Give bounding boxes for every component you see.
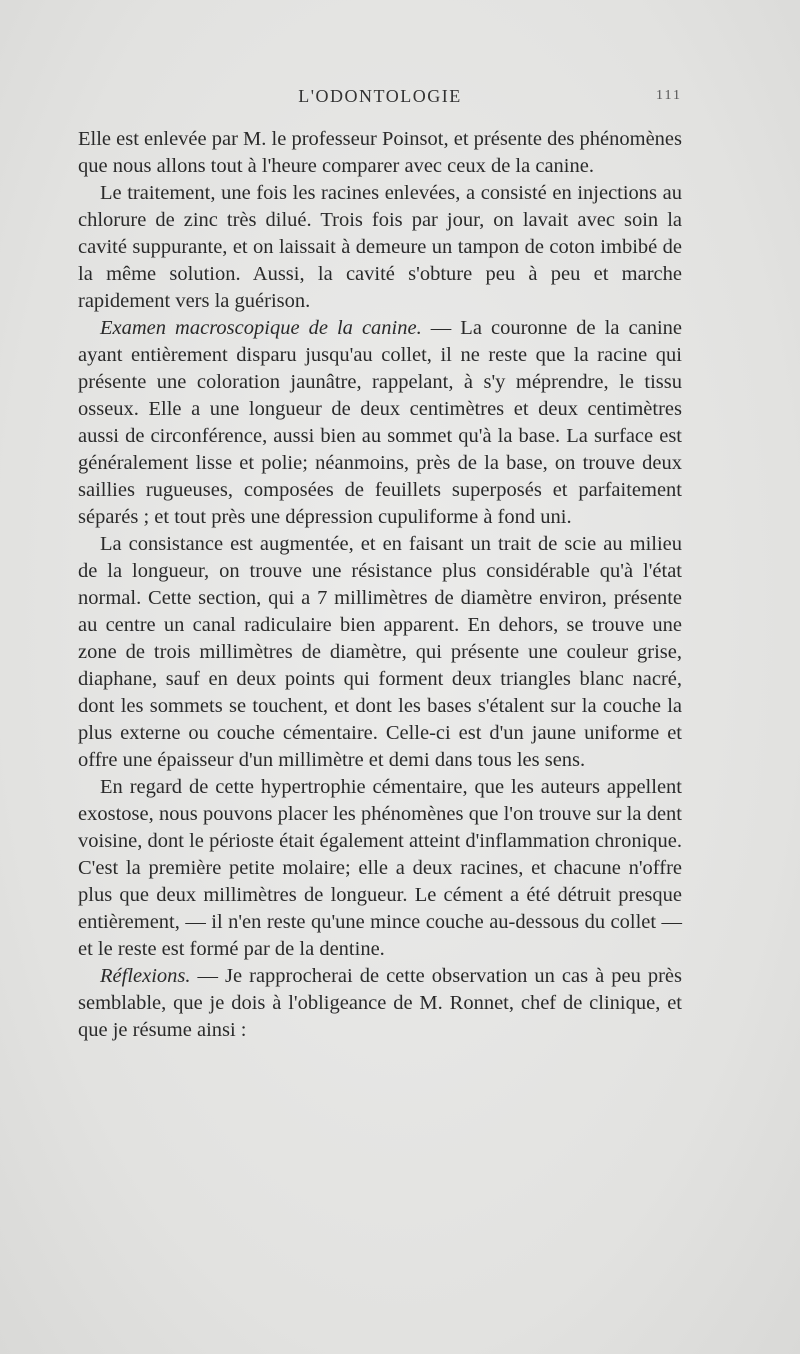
paragraph-5-text: En regard de cette hypertrophie cémentaire, que les auteurs appellent exostose, nous pouvons placer les phénomènes que l'on trouve sur la dent voisine, dont le périoste était également atteint d'inflammation chronique. C'est la première petite molaire; elle a deux racines, et chacune n'offre plus que deux millimètres de longueur. Le cément a été détruit presque entièrement, — il n'en reste qu'une mince couche au-dessous du collet — et le reste est formé par de la dentine. — [78, 776, 682, 960]
paragraph-4-text: La consistance est augmentée, et en faisant un trait de scie au milieu de la longueur, on trouve une résistance plus considérable qu'à l'état normal. Cette section, qui a 7 millimètres de diamètre environ, présente au centre un canal radiculaire bien apparent. En dehors, se trouve une zone de trois millimètres de diamètre, qui présente une couleur grise, diaphane, sauf en deux points qui forment deux triangles blanc nacré, dont les sommets se touchent, et dont les bases s'étalent sur la couche la plus externe ou couche cémentaire. Celle-ci est d'un jaune uniforme et offre une épaisseur d'un millimètre et demi dans tous les sens. — [78, 533, 682, 771]
section-heading-examen: Examen macroscopique de la canine. — [100, 317, 422, 339]
page-header — [78, 86, 682, 116]
paragraph-1-text: Elle est enlevée par M. le professeur Poinsot, et présente des phénomènes que nous allons tout à l'heure comparer avec ceux de la canine. — [78, 128, 682, 177]
paragraph-2 — [78, 180, 682, 315]
body-text — [78, 126, 682, 1044]
paragraph-2-text: Le traitement, une fois les racines enlevées, a consisté en injections au chlorure de zinc très dilué. Trois fois par jour, on lavait avec soin la cavité suppurante, et on laissait à demeure un tampon de coton imbibé de la même solution. Aussi, la cavité s'obture peu à peu et marche rapidement vers la guérison. — [78, 182, 682, 312]
page-number: 111 — [656, 88, 682, 103]
paragraph-6 — [78, 963, 682, 1044]
paragraph-3 — [78, 315, 682, 531]
paragraph-6-text: — Je rapprocherai de cette observation un cas à peu près semblable, que je dois à l'obligeance de M. Ronnet, chef de clinique, et que je résume ainsi : — [78, 965, 682, 1041]
paragraph-1 — [78, 126, 682, 180]
section-heading-reflexions: Réflexions. — [100, 965, 191, 987]
running-title: L'ODONTOLOGIE — [298, 86, 462, 106]
paragraph-5 — [78, 774, 682, 963]
paragraph-3-text: — La couronne de la canine ayant entièrement disparu jusqu'au collet, il ne reste que la racine qui présente une coloration jaunâtre, rappelant, à s'y méprendre, le tissu osseux. Elle a une longueur de deux centimètres et deux centimètres aussi de circonférence, aussi bien au sommet qu'à la base. La surface est généralement lisse et polie; néanmoins, près de la base, on trouve deux saillies rugueuses, composées de feuillets superposés et parfaitement séparés ; et tout près une dépression cupuliforme à fond uni. — [78, 317, 682, 528]
paragraph-4 — [78, 531, 682, 774]
